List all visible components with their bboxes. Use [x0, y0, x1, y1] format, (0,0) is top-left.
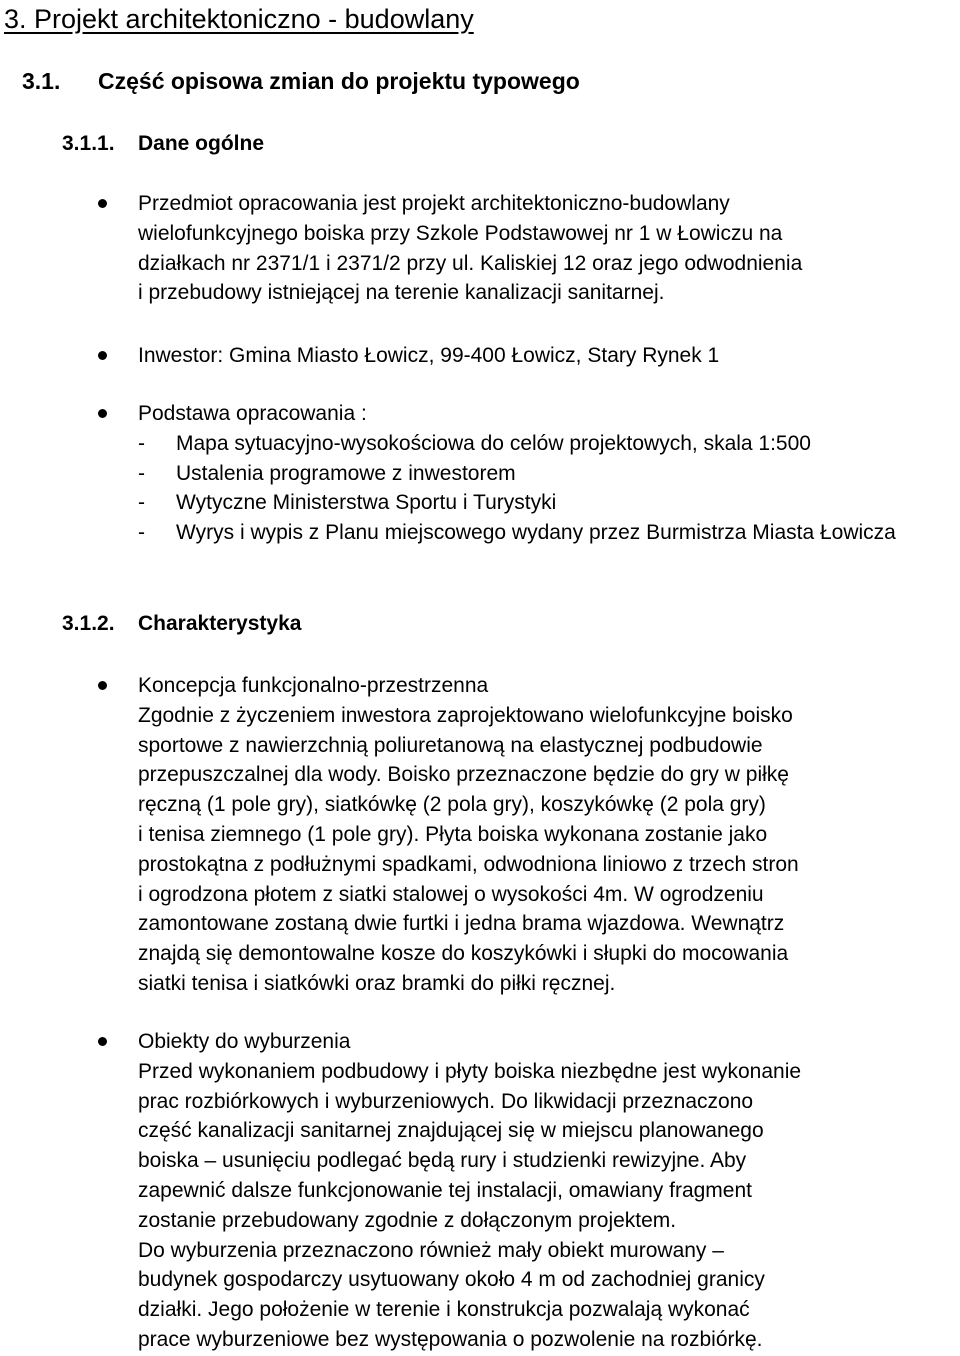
concept-line: i ogrodzona płotem z siatki stalowej o wysokości 4m. W ogrodzeniu — [138, 882, 764, 906]
concept-line: ręczną (1 pole gry), siatkówkę (2 pola gry), koszykówkę (2 pola gry) — [138, 793, 766, 817]
subsection-number-3-1-2: 3.1.2. — [62, 612, 115, 635]
demolition-line: Przed wykonaniem podbudowy i płyty boiska niezbędne jest wykonanie — [138, 1059, 802, 1083]
chapter-heading: 3. Projekt architektoniczno - budowlany — [4, 4, 474, 34]
demolition-line: zostanie przebudowany zgodnie z dołączonym projektem. — [138, 1208, 677, 1232]
demolition-line: Do wyburzenia przeznaczono również mały obiekt murowany – — [138, 1238, 724, 1262]
subject-line: działkach nr 2371/1 i 2371/2 przy ul. Kaliskiej 12 oraz jego odwodnienia — [138, 251, 803, 275]
demolition-bullet — [138, 1027, 955, 1355]
demolition-line: część kanalizacji sanitarnej znajdującej się w miejscu planowanego — [138, 1119, 764, 1143]
demolition-line: budynek gospodarczy usytuowany około 4 m od zachodniej granicy — [138, 1268, 765, 1292]
dash-mark: - — [138, 491, 145, 515]
subject-bullet — [138, 189, 955, 308]
basis-title: Podstawa opracowania : — [138, 402, 367, 425]
concept-title: Koncepcja funkcjonalno-przestrzenna — [138, 674, 489, 697]
dash-mark: - — [138, 461, 145, 485]
demolition-title: Obiekty do wyburzenia — [138, 1030, 351, 1053]
concept-line: znajdą się demontowalne kosze do koszykówki i słupki do mocowania — [138, 942, 789, 966]
dash-mark: - — [138, 431, 145, 455]
concept-line: i tenisa ziemnego (1 pole gry). Płyta boiska wykonana zostanie jako — [138, 822, 768, 846]
subsection-title-3-1-2: Charakterystyka — [138, 612, 302, 635]
bullet-icon — [98, 351, 107, 360]
bullet-icon — [98, 681, 107, 690]
investor-bullet — [138, 341, 955, 371]
bullet-icon — [98, 409, 107, 418]
dash-mark: - — [138, 521, 145, 545]
subsection-heading-3-1-1 — [62, 130, 264, 158]
basis-bullet — [138, 399, 955, 548]
basis-list — [138, 429, 955, 548]
basis-item — [138, 429, 955, 459]
demolition-line: działki. Jego położenie w terenie i konstrukcja pozwalają wykonać — [138, 1298, 750, 1322]
subject-line: Przedmiot opracowania jest projekt architektoniczno-budowlany — [138, 192, 730, 215]
basis-item — [138, 459, 955, 489]
subject-line: i przebudowy istniejącej na terenie kanalizacji sanitarnej. — [138, 281, 665, 305]
bullet-icon — [98, 199, 107, 208]
demolition-line: boiska – usunięciu podlegać będą rury i studzienki rewizyjne. Aby — [138, 1149, 747, 1173]
subsection-number-3-1-1: 3.1.1. — [62, 132, 115, 155]
section-heading-3-1 — [22, 66, 580, 96]
bullet-icon — [98, 1037, 107, 1046]
demolition-line: prace wyburzeniowe bez występowania o pozwolenie na rozbiórkę. — [138, 1327, 763, 1351]
concept-line: Zgodnie z życzeniem inwestora zaprojektowano wielofunkcyjne boisko — [138, 703, 793, 727]
basis-item-text: Mapa sytuacyjno-wysokościowa do celów projektowych, skala 1:500 — [176, 431, 811, 455]
basis-item-text: Wyrys i wypis z Planu miejscowego wydany przez Burmistrza Miasta Łowicza — [176, 521, 896, 545]
basis-item-text: Ustalenia programowe z inwestorem — [176, 461, 516, 485]
concept-line: siatki tenisa i siatkówki oraz bramki do piłki ręcznej. — [138, 971, 616, 995]
subsection-title-3-1-1: Dane ogólne — [138, 132, 265, 155]
concept-line: przepuszczalnej dla wody. Boisko przeznaczone będzie do gry w piłkę — [138, 763, 789, 787]
section-title-3-1: Część opisowa zmian do projektu typowego — [98, 68, 580, 94]
section-number-3-1: 3.1. — [22, 68, 61, 94]
subject-line: wielofunkcyjnego boiska przy Szkole Podstawowej nr 1 w Łowiczu na — [138, 221, 783, 245]
demolition-line: prac rozbiórkowych i wyburzeniowych. Do likwidacji przeznaczono — [138, 1089, 754, 1113]
concept-line: sportowe z nawierzchnią poliuretanową na elastycznej podbudowie — [138, 733, 763, 757]
basis-item-text: Wytyczne Ministerstwa Sportu i Turystyki — [176, 491, 557, 515]
basis-item — [138, 518, 955, 548]
investor-text: Inwestor: Gmina Miasto Łowicz, 99-400 Łowicz, Stary Rynek 1 — [138, 344, 720, 367]
subsection-heading-3-1-2 — [62, 610, 301, 638]
concept-line: zamontowane zostaną dwie furtki i jedna brama wjazdowa. Wewnątrz — [138, 912, 785, 936]
demolition-line: zapewnić dalsze funkcjonowanie tej instalacji, omawiany fragment — [138, 1178, 752, 1202]
concept-bullet — [138, 671, 955, 999]
basis-item — [138, 488, 955, 518]
concept-line: prostokątna z podłużnymi spadkami, odwodniona liniowo z trzech stron — [138, 852, 799, 876]
